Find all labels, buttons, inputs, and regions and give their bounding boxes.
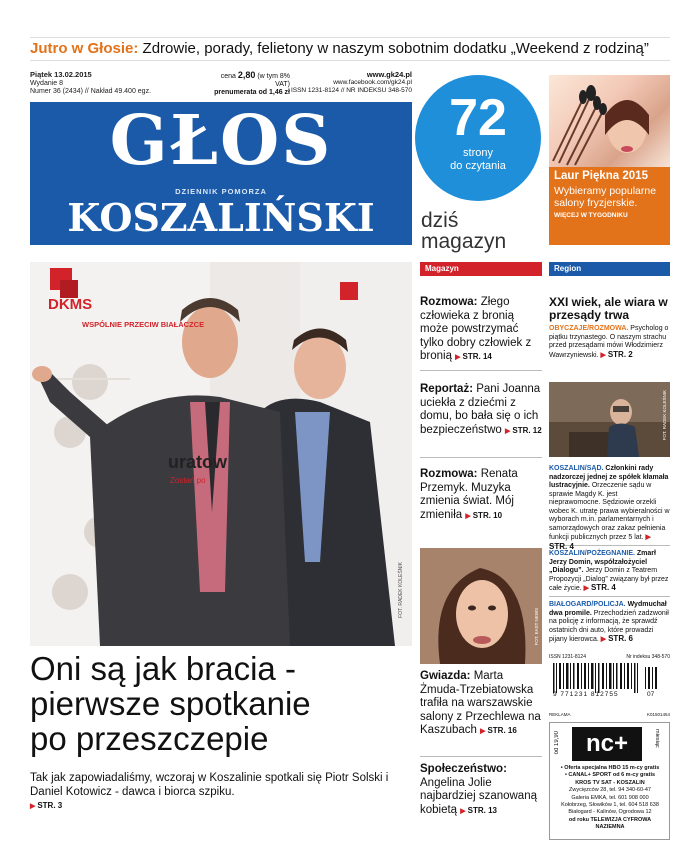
headline-line-2: pierwsze spotkanie xyxy=(30,685,311,722)
ad-line: od roku TELEWIZJA CYFROWA NAZIEMNA xyxy=(568,816,652,831)
price: 2,80 xyxy=(237,70,256,80)
masthead-title: GŁOS xyxy=(109,101,333,181)
issue-edition: Wydanie 8 xyxy=(30,80,64,87)
magazyn-kicker: Gwiazda: xyxy=(420,670,471,682)
lede-page: ▶ STR. 3 xyxy=(30,799,412,814)
region-photo xyxy=(549,382,670,457)
ad-line: Zwycięzców 28, tel. 94 340-60-47 xyxy=(569,787,651,794)
magazyn-text: Marta Żmuda-Trzebiatowska trafiła na warszawskie salony z Przechlewa na Kaszubach xyxy=(420,670,541,736)
courtroom-illustration xyxy=(549,382,670,457)
issue-number: Numer 36 (2434) // Nakład 49.400 egz. xyxy=(30,88,152,95)
banner-tagline: WSPÓLNIE PRZECIW BIAŁACZCE xyxy=(82,320,205,329)
magazyn-kicker: Rozmowa: xyxy=(420,296,478,308)
barcode xyxy=(549,663,670,703)
web-meta xyxy=(290,71,412,95)
ad-line: • Oferta specjalna HBO 15 m-cy gratis xyxy=(560,765,660,771)
region-top-page: ▶ STR. 2 xyxy=(600,350,632,359)
laur-desc: Wybieramy popularne salony fryzjerskie. xyxy=(554,185,657,209)
portrait-illustration xyxy=(420,548,542,664)
ad-label-left: REKLAMA xyxy=(549,712,571,717)
magazyn-page: ▶ STR. 13 xyxy=(460,806,497,815)
ad-line: Kołobrzeg, Słowików 1, tel. 604 518 638 xyxy=(561,802,659,809)
region-item[interactable] xyxy=(549,601,670,645)
makeup-brushes-icon xyxy=(549,75,670,167)
teaser-text: Zdrowie, porady, felietony w naszym sobotnim dodatku „Weekend z rodziną” xyxy=(142,40,649,57)
region-item[interactable] xyxy=(549,465,670,551)
masthead xyxy=(30,102,412,245)
magazyn-page: ▶ STR. 16 xyxy=(480,726,517,735)
dzis-word: dziś xyxy=(421,209,459,232)
barcode-digits: 9 771231 812755 xyxy=(553,691,619,698)
ad-line: Białogard - Kalinów, Ogrodowa 12 xyxy=(568,809,652,816)
ad-lines xyxy=(554,765,666,832)
magazyn-item[interactable] xyxy=(420,670,542,752)
issue-date: Piątek 13.02.2015 xyxy=(30,70,92,79)
magazyn-kicker: Reportaż: xyxy=(420,383,474,395)
banner-side: uratow xyxy=(168,452,228,472)
region-photo-credit: FOT. RADEK KOLEŚNIK xyxy=(662,390,667,441)
region-item[interactable] xyxy=(549,550,670,594)
barcode-index: Nr indeksu 348-570 xyxy=(626,654,670,660)
ad-side: miesiąc xyxy=(654,729,660,748)
magazyn-kicker: Społeczeństwo: xyxy=(420,763,507,775)
pages-label-2: do czytania xyxy=(450,160,506,172)
gwiazda-photo xyxy=(420,548,542,664)
dzis-magazyn xyxy=(421,210,506,252)
magazyn-text: Złego człowieka z bronią może powstrzymać tylko dobry człowiek z bronią xyxy=(420,296,532,362)
main-lede xyxy=(30,771,412,814)
barcode-issue: 07 xyxy=(647,691,655,698)
magazyn-section-bar: Magazyn xyxy=(420,262,542,276)
price-meta xyxy=(210,71,290,97)
laur-title: Laur Piękna 2015 xyxy=(554,170,648,182)
issn-line: ISSN 1231-8124 // NR INDEKSU 348-570 xyxy=(290,87,412,94)
laur-more: WIĘCEJ W TYGODNIKU xyxy=(554,212,628,219)
laur-photo xyxy=(549,75,670,167)
laur-promo[interactable] xyxy=(549,167,670,245)
headline-line-3: po przeszczepie xyxy=(30,720,269,757)
magazyn-item[interactable] xyxy=(420,763,542,818)
headline-line-1: Oni są jak bracia - xyxy=(30,650,296,687)
site-link[interactable]: www.gk24.pl xyxy=(366,70,412,79)
magazyn-text: Renata Przemyk. Muzyka zmienia świat. Mój zmieniła xyxy=(420,468,518,521)
pages-count: 72 xyxy=(449,89,507,147)
region-page: ▶ STR. 6 xyxy=(601,634,633,643)
magazyn-item[interactable] xyxy=(420,296,542,366)
barcode-meta xyxy=(549,654,670,660)
facebook-link[interactable]: www.facebook.com/gk24.pl xyxy=(333,79,412,86)
pages-circle-badge xyxy=(415,75,541,201)
pages-label-1: strony xyxy=(463,147,493,159)
ad-label-right: K01501454 xyxy=(646,712,670,717)
region-lead: Wydmuchał dwa promile. xyxy=(549,601,667,617)
photo-credit: FOT. RADEK KOLEŚNIK xyxy=(398,562,404,618)
region-kicker: KOSZALIN/POŻEGNANIE. xyxy=(549,550,635,557)
region-section-bar: Region xyxy=(549,262,670,276)
region-page: ▶ STR. 4 xyxy=(549,532,651,551)
region-top-item xyxy=(549,325,670,360)
region-top-title[interactable]: XXI wiek, ale wiara w przesądy trwa xyxy=(549,295,668,322)
magazyn-item[interactable] xyxy=(420,383,542,453)
teaser-bar[interactable] xyxy=(30,37,670,61)
region-column xyxy=(549,262,670,360)
banner-side2: Zostań po xyxy=(170,476,206,485)
ad-line: Galeria EMKA, tel. 601 908 000 xyxy=(571,794,649,801)
region-top-text: Psycholog o piątku trzynastego. O naszym strachu przed przesądami mówi Włodzimierz Wawrzyniewski. xyxy=(549,325,669,359)
issue-meta xyxy=(30,71,151,96)
ad-line: KROS TV SAT - KOSZALIN xyxy=(575,779,645,786)
magazyn-text: Angelina Jolie najbardziej szanowaną kobietą xyxy=(420,776,537,816)
ad-price-from: od 19,90 xyxy=(554,731,560,755)
ad-labels xyxy=(549,712,670,717)
main-photo xyxy=(30,262,412,646)
masthead-subtitle: DZIENNIK POMORZA xyxy=(175,187,267,196)
teaser-lead: Jutro w Głosie: xyxy=(30,40,139,57)
region-lead: Zmarł Jerzy Domin, współzałożyciel „Dialogu”. xyxy=(549,550,656,574)
region-page: ▶ STR. 4 xyxy=(584,583,616,592)
magazyn-word: magazyn xyxy=(421,230,507,253)
price-vat: (w tym 8% VAT) xyxy=(257,73,290,88)
ad-box[interactable] xyxy=(549,722,670,840)
magazyn-page: ▶ STR. 10 xyxy=(465,511,502,520)
price-label: cena xyxy=(220,73,236,80)
region-kicker: KOSZALIN/SĄD. xyxy=(549,465,604,472)
region-text: Jerzy Domin z Teatrem Propozycji „Dialog” związany był przez całe życie. xyxy=(549,567,669,592)
region-text: Orzeczenie sądu w sprawie Magdy K. jest nieprawomocne. Sędziowie orzekli wobec K. utratę prawa wybieralności w wyborach m.in. parlamentarnych i samorządowych oraz zakaz pełnienia funkcji publicznych przez 5 lat. xyxy=(549,482,670,541)
ad-line: • CANAL+ SPORT od 6 m-cy gratis xyxy=(564,772,656,779)
region-kicker: BIAŁOGARD/POLICJA. xyxy=(549,601,626,608)
ad-brand-logo: nc+ xyxy=(572,727,642,761)
gwiazda-photo-credit: FOT. EAST NEWS xyxy=(534,608,539,646)
barcode-issn: ISSN 1231-8124 xyxy=(549,654,586,660)
lede-text: Tak jak zapowiadaliśmy, wczoraj w Koszalinie spotkali się Piotr Solski i Daniel Kotowicz - dawca i biorca szpiku. xyxy=(30,772,389,798)
magazyn-page: ▶ STR. 14 xyxy=(455,352,492,361)
banner-dkms: DKMS xyxy=(48,296,93,313)
magazyn-kicker: Rozmowa: xyxy=(420,468,478,480)
region-list xyxy=(549,465,670,645)
magazyn-page: ▶ STR. 12 xyxy=(505,426,542,435)
region-lead: Członkini rady nadzorczej jednej ze spółek kłamała lustracyjnie. xyxy=(549,465,669,489)
magazyn-text: Pani Joanna uciekła z dziećmi z domu, bo bała się o ich bezpieczeństwo xyxy=(420,383,541,436)
price-promo: prenumerata od 1,46 zł xyxy=(214,89,290,96)
masthead-title2: KOSZALIŃSKI xyxy=(67,195,375,240)
region-text: Przechodzień zadzwonił na policję z informacją, że sprawdź ostatnich dni auto, które prowadzi pijany kierowca. xyxy=(549,609,669,643)
magazyn-column xyxy=(420,262,542,526)
magazyn-column-lower xyxy=(420,670,542,818)
magazyn-item[interactable] xyxy=(420,468,542,526)
region-top-kicker: OBYCZAJE/ROZMOWA. xyxy=(549,325,629,332)
main-headline[interactable] xyxy=(30,651,412,756)
